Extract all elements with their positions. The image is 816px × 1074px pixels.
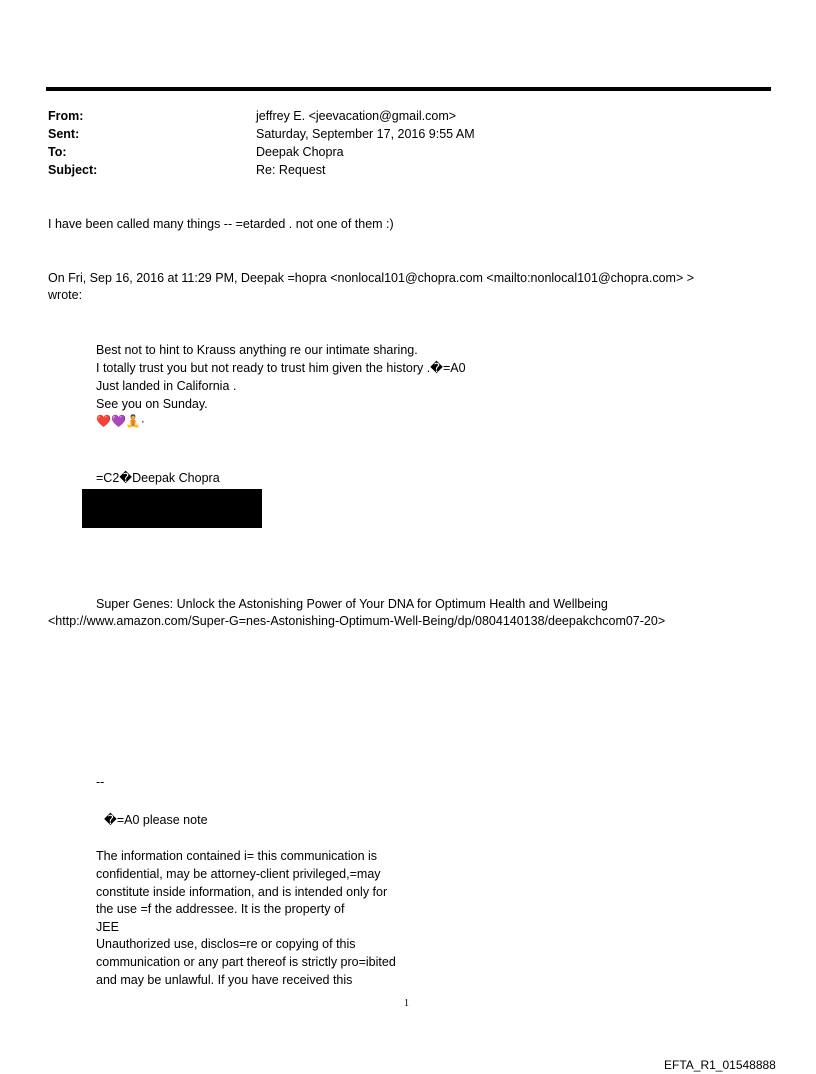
header-rule (46, 87, 771, 91)
sent-value: Saturday, September 17, 2016 9:55 AM (256, 127, 475, 141)
quoted-line: See you on Sunday. (96, 397, 208, 411)
note-line: �=A0 please note (104, 813, 208, 827)
disclaimer-line: communication or any part thereof is strictly pro=ibited (96, 955, 396, 969)
disclaimer-line: and may be unlawful. If you have received this (96, 973, 353, 987)
redaction-block (82, 489, 262, 528)
to-label: To: (48, 145, 67, 159)
book-link[interactable]: <http://www.amazon.com/Super-G=nes-Astonishing-Optimum-Well-Being/dp/0804140138/deepakchcom07-20> (48, 614, 666, 628)
disclaimer-line: confidential, may be attorney-client privileged,=may (96, 867, 381, 881)
emoji-line: ❤️💜🧘· (96, 414, 145, 428)
quoted-line: I totally trust you but not ready to trust him given the history .�=A0 (96, 361, 466, 375)
bates-number: EFTA_R1_01548888 (664, 1058, 776, 1072)
disclaimer-line: Unauthorized use, disclos=re or copying of this (96, 937, 356, 951)
signature-name: =C2�Deepak Chopra (96, 471, 220, 485)
quote-intro-line-1: On Fri, Sep 16, 2016 at 11:29 PM, Deepak =hopra <nonlocal101@chopra.com <mailto:nonlocal101@chopra.com> > (48, 271, 695, 285)
book-title: Super Genes: Unlock the Astonishing Power of Your DNA for Optimum Health and Wellbeing (96, 597, 608, 611)
quoted-line: Just landed in California . (96, 379, 237, 393)
signature-separator: -- (96, 775, 105, 789)
quoted-line: Best not to hint to Krauss anything re our intimate sharing. (96, 343, 418, 357)
sent-label: Sent: (48, 127, 80, 141)
disclaimer-line: the use =f the addressee. It is the property of (96, 902, 345, 916)
subject-value: Re: Request (256, 163, 326, 177)
quote-intro-line-2: wrote: (48, 288, 83, 302)
disclaimer-line: The information contained i= this communication is (96, 849, 378, 863)
disclaimer-line: JEE (96, 920, 119, 934)
reply-text: I have been called many things -- =etarded . not one of them :) (48, 217, 394, 231)
disclaimer-line: constitute inside information, and is intended only for (96, 885, 388, 899)
to-value: Deepak Chopra (256, 145, 344, 159)
page-number: 1 (404, 998, 409, 1009)
from-label: From: (48, 109, 84, 123)
subject-label: Subject: (48, 163, 98, 177)
from-value: jeffrey E. <jeevacation@gmail.com> (256, 109, 457, 123)
